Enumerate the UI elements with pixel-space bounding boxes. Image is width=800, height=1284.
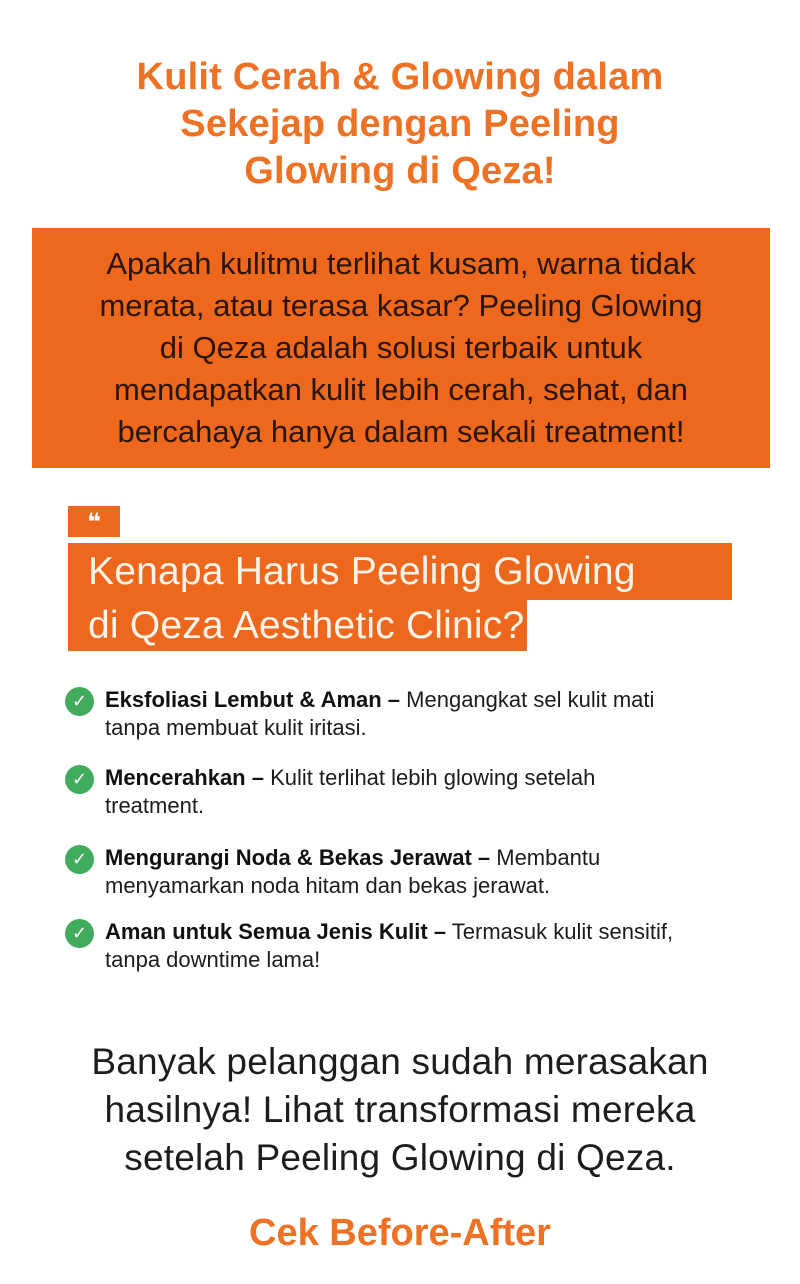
benefit-description-line2: tanpa downtime lama! xyxy=(105,947,321,972)
closing-line: Banyak pelanggan sudah merasakan xyxy=(91,1041,709,1082)
page-title-line: Glowing di Qeza! xyxy=(244,150,556,192)
intro-line: bercahaya hanya dalam sekali treatment! xyxy=(117,414,685,449)
intro-line: merata, atau terasa kasar? Peeling Glowing xyxy=(99,288,703,323)
section-banner-text: Kenapa Harus Peeling Glowing xyxy=(88,549,636,593)
section-banner-line-2 xyxy=(68,600,527,651)
benefit-item-mengurangi-noda xyxy=(65,844,745,900)
checkmark-glyph: ✓ xyxy=(71,849,88,870)
benefit-text xyxy=(105,686,654,742)
benefit-item-aman-semua-kulit xyxy=(65,918,745,974)
intro-line: di Qeza adalah solusi terbaik untuk xyxy=(159,330,643,365)
check-circle-icon xyxy=(65,765,94,794)
benefit-description: Mengangkat sel kulit mati xyxy=(400,687,655,712)
benefit-text xyxy=(105,918,673,974)
closing-line: hasilnya! Lihat transformasi mereka xyxy=(104,1089,696,1130)
quote-chip xyxy=(68,506,120,537)
benefit-description: Membantu xyxy=(490,845,601,870)
checkmark-glyph: ✓ xyxy=(71,769,88,790)
intro-line: mendapatkan kulit lebih cerah, sehat, dan xyxy=(114,372,688,407)
page-title-line: Sekejap dengan Peeling xyxy=(180,103,620,145)
check-circle-icon xyxy=(65,919,94,948)
check-circle-icon xyxy=(65,845,94,874)
benefit-description-line2: menyamarkan noda hitam dan bekas jerawat. xyxy=(105,873,551,898)
benefit-description: Termasuk kulit sensitif, xyxy=(446,919,674,944)
cta-before-after[interactable]: Cek Before-After xyxy=(249,1212,551,1254)
quote-icon: ❝ xyxy=(86,507,102,536)
benefit-item-mencerahkan xyxy=(65,764,745,820)
benefit-description-line2: tanpa membuat kulit iritasi. xyxy=(105,715,367,740)
checkmark-glyph: ✓ xyxy=(71,691,88,712)
intro-highlight-box xyxy=(32,228,770,468)
benefit-title: Eksfoliasi Lembut & Aman – xyxy=(105,687,401,712)
intro-line: Apakah kulitmu terlihat kusam, warna tidak xyxy=(106,246,696,281)
section-banner-text: di Qeza Aesthetic Clinic? xyxy=(88,603,525,647)
benefit-description: Kulit terlihat lebih glowing setelah xyxy=(263,765,596,790)
checkmark-glyph: ✓ xyxy=(71,923,88,944)
closing-line: setelah Peeling Glowing di Qeza. xyxy=(124,1137,676,1178)
benefit-text xyxy=(105,844,600,900)
check-circle-icon xyxy=(65,687,94,716)
benefit-description-line2: treatment. xyxy=(105,793,205,818)
benefit-text xyxy=(105,764,595,820)
closing-paragraph xyxy=(20,1038,780,1182)
page-title-line: Kulit Cerah & Glowing dalam xyxy=(136,56,664,98)
benefit-title: Mengurangi Noda & Bekas Jerawat – xyxy=(105,845,491,870)
benefit-title: Mencerahkan – xyxy=(105,765,264,790)
page-title xyxy=(40,54,760,195)
benefit-item-eksfoliasi xyxy=(65,686,745,742)
section-banner-line-1 xyxy=(68,543,732,600)
benefit-title: Aman untuk Semua Jenis Kulit – xyxy=(105,919,447,944)
